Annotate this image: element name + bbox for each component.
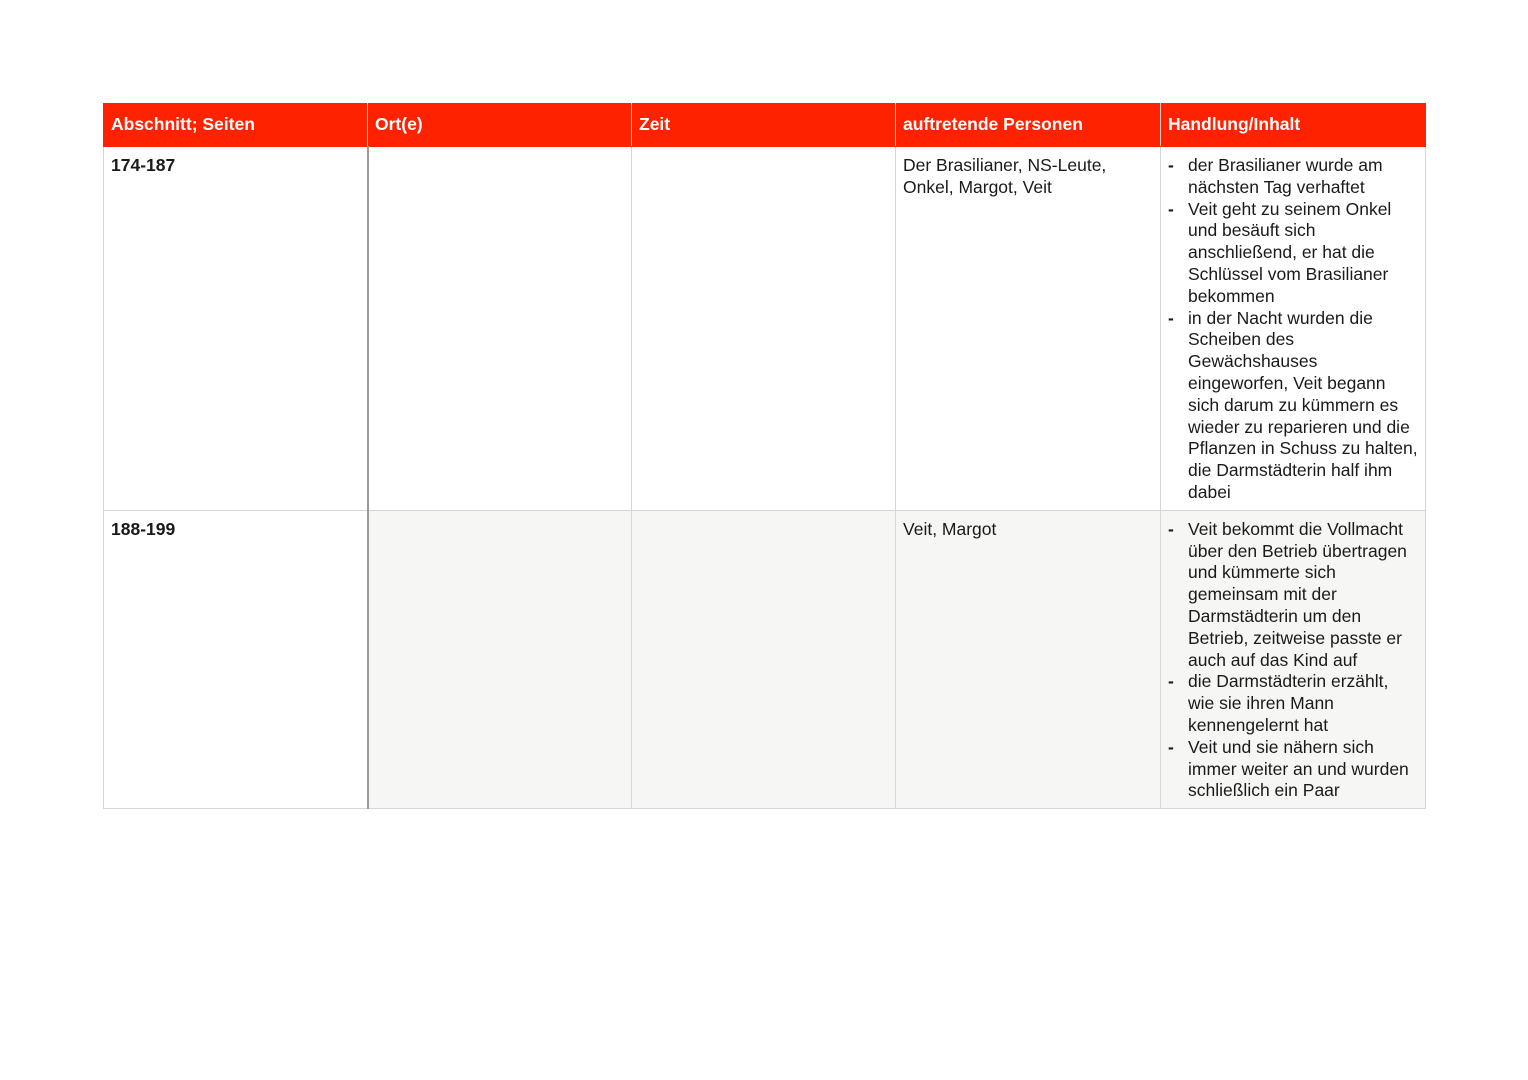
event-text: der Brasilianer wurde am nächsten Tag verhaftet [1188, 155, 1383, 197]
section-cell: 174-187 [104, 147, 368, 511]
table-row [104, 147, 1426, 511]
summary-table [103, 103, 1426, 809]
bullet-dash: - [1168, 736, 1174, 757]
event-text: Veit geht zu seinem Onkel und besäuft sich anschließend, er hat die Schlüssel vom Brasilianer bekommen [1188, 198, 1392, 306]
header-events: Handlung/Inhalt [1161, 104, 1426, 147]
bullet-dash: - [1168, 518, 1174, 539]
list-item [1168, 519, 1418, 672]
event-text: in der Nacht wurden die Scheiben des Gewächshauses eingeworfen, Veit begann sich darum zu kümmern es wieder zu reparieren und die Pflanzen in Schuss zu halten, die Darmstädterin half ihm dabei [1188, 307, 1418, 502]
table-header-row [104, 104, 1426, 147]
list-item [1168, 155, 1418, 199]
event-text: Veit und sie nähern sich immer weiter an und wurden schließlich ein Paar [1188, 736, 1409, 801]
header-section: Abschnitt; Seiten [104, 104, 368, 147]
list-item [1168, 308, 1418, 504]
list-item [1168, 199, 1418, 308]
time-cell [632, 510, 896, 808]
event-text: Veit bekommt die Vollmacht über den Betrieb übertragen und kümmerte sich gemeinsam mit der Darmstädterin um den Betrieb, zeitweise passte er auch auf das Kind auf [1188, 518, 1407, 670]
time-cell [632, 147, 896, 511]
table-row [104, 510, 1426, 808]
header-time: Zeit [632, 104, 896, 147]
list-item [1168, 737, 1418, 802]
bullet-dash: - [1168, 307, 1174, 328]
section-cell: 188-199 [104, 510, 368, 808]
events-cell [1161, 147, 1426, 511]
events-list [1168, 519, 1418, 802]
bullet-dash: - [1168, 671, 1174, 692]
bullet-dash: - [1168, 155, 1174, 175]
events-list [1168, 155, 1418, 504]
places-cell [368, 510, 632, 808]
bullet-dash: - [1168, 198, 1174, 219]
persons-cell: Der Brasilianer, NS-Leute, Onkel, Margot, Veit [896, 147, 1161, 511]
persons-cell: Veit, Margot [896, 510, 1161, 808]
header-places: Ort(e) [368, 104, 632, 147]
places-cell [368, 147, 632, 511]
list-item [1168, 671, 1418, 736]
header-persons: auftretende Personen [896, 104, 1161, 147]
event-text: die Darmstädterin erzählt, wie sie ihren Mann kennengelernt hat [1188, 671, 1389, 735]
events-cell [1161, 510, 1426, 808]
